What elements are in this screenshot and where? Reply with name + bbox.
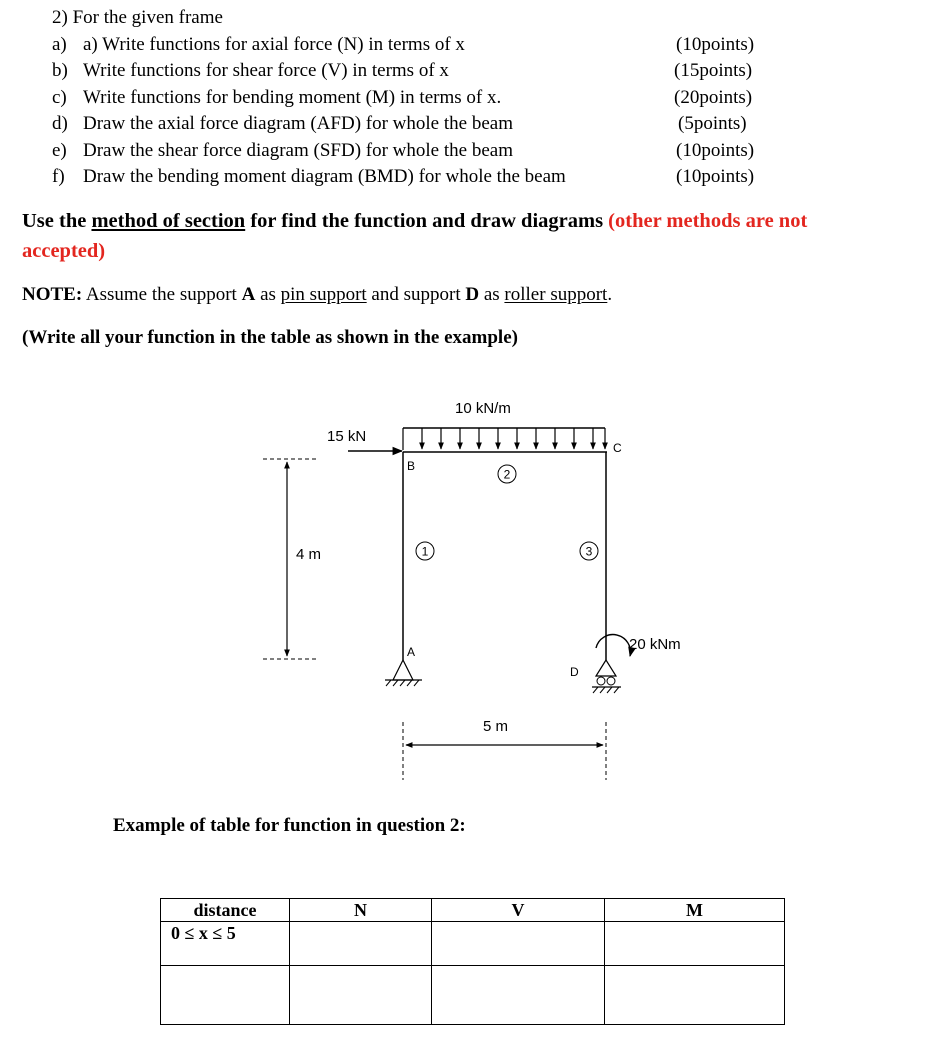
table-header-row: [161, 899, 785, 922]
item-text-b: Write functions for shear force (V) in terms of x: [83, 60, 449, 81]
instruction-line-2: accepted): [22, 240, 106, 262]
item-text-c: Write functions for bending moment (M) in terms of x.: [83, 87, 502, 108]
table-row: [161, 922, 785, 966]
instruction-part1: Use the: [22, 210, 92, 232]
v-cell[interactable]: [432, 966, 605, 1025]
item-label-e: e): [52, 140, 67, 161]
moment-label: 20 kNm: [629, 636, 681, 653]
item-label-c: c): [52, 87, 67, 108]
item-text-f: Draw the bending moment diagram (BMD) for whole the beam: [83, 166, 566, 187]
instruction-line-1: [22, 209, 807, 233]
note-t5: .: [607, 284, 613, 305]
point-load-label: 15 kN: [327, 428, 367, 445]
item-points-c: (20points): [674, 87, 753, 108]
note-t4: as: [479, 284, 505, 305]
node-c-label: C: [613, 441, 622, 455]
note-pin-support: pin support: [280, 284, 367, 305]
note-roller-support: roller support: [504, 284, 608, 305]
note-t1: Assume the support: [82, 284, 242, 305]
item-text-d: Draw the axial force diagram (AFD) for whole the beam: [83, 113, 513, 134]
note-label: NOTE:: [22, 284, 83, 305]
frame-diagram: [0, 380, 930, 820]
v-cell[interactable]: [432, 922, 605, 966]
header-n: N: [290, 899, 432, 922]
n-cell[interactable]: [290, 922, 432, 966]
distributed-load: [403, 428, 605, 450]
member-3-marker: [580, 542, 598, 560]
instruction-warning: (other methods are not: [608, 210, 808, 232]
member-2-marker: [498, 465, 516, 483]
item-points-d: (5points): [678, 113, 747, 134]
instruction-part3: for find the function and draw diagrams: [245, 210, 609, 232]
instruction-method-link: method of section: [91, 210, 246, 232]
item-points-a: (10points): [676, 34, 755, 55]
header-distance: distance: [161, 899, 290, 922]
note-line: [22, 283, 612, 307]
roller-support-d: [592, 660, 621, 693]
example-table: [160, 898, 785, 1025]
question-heading: 2) For the given frame: [52, 7, 223, 28]
item-points-b: (15points): [674, 60, 753, 81]
pin-support-a: [385, 660, 422, 686]
node-a-label: A: [407, 645, 416, 659]
udl-label: 10 kN/m: [455, 400, 511, 417]
height-label: 4 m: [296, 546, 322, 563]
node-b-label: B: [407, 459, 416, 473]
item-label-a: a): [52, 34, 67, 55]
item-text-e: Draw the shear force diagram (SFD) for whole the beam: [83, 140, 513, 161]
note-t3: and support: [366, 284, 466, 305]
item-points-f: (10points): [676, 166, 755, 187]
member-2-label: 2: [503, 467, 511, 482]
distance-cell[interactable]: [161, 966, 290, 1025]
note-support-a: A: [241, 284, 256, 305]
header-v: V: [432, 899, 605, 922]
item-label-d: d): [52, 113, 68, 134]
table-row: [161, 966, 785, 1025]
span-label: 5 m: [483, 718, 509, 735]
item-label-f: f): [52, 166, 65, 187]
item-label-b: b): [52, 60, 68, 81]
note-support-d: D: [465, 284, 480, 305]
note-t2: as: [255, 284, 281, 305]
node-d-label: D: [570, 665, 579, 679]
member-3-label: 3: [585, 544, 593, 559]
item-text-a: a) Write functions for axial force (N) in terms of x: [83, 34, 465, 55]
member-1-label: 1: [421, 544, 429, 559]
n-cell[interactable]: [290, 966, 432, 1025]
m-cell[interactable]: [605, 966, 785, 1025]
range-cell: 0 ≤ x ≤ 5: [161, 922, 290, 966]
write-note: (Write all your function in the table as shown in the example): [22, 327, 518, 348]
m-cell[interactable]: [605, 922, 785, 966]
example-title: Example of table for function in question 2:: [113, 815, 466, 836]
moment-arrow: [596, 635, 630, 656]
member-1-marker: [416, 542, 434, 560]
header-m: M: [605, 899, 785, 922]
item-points-e: (10points): [676, 140, 755, 161]
